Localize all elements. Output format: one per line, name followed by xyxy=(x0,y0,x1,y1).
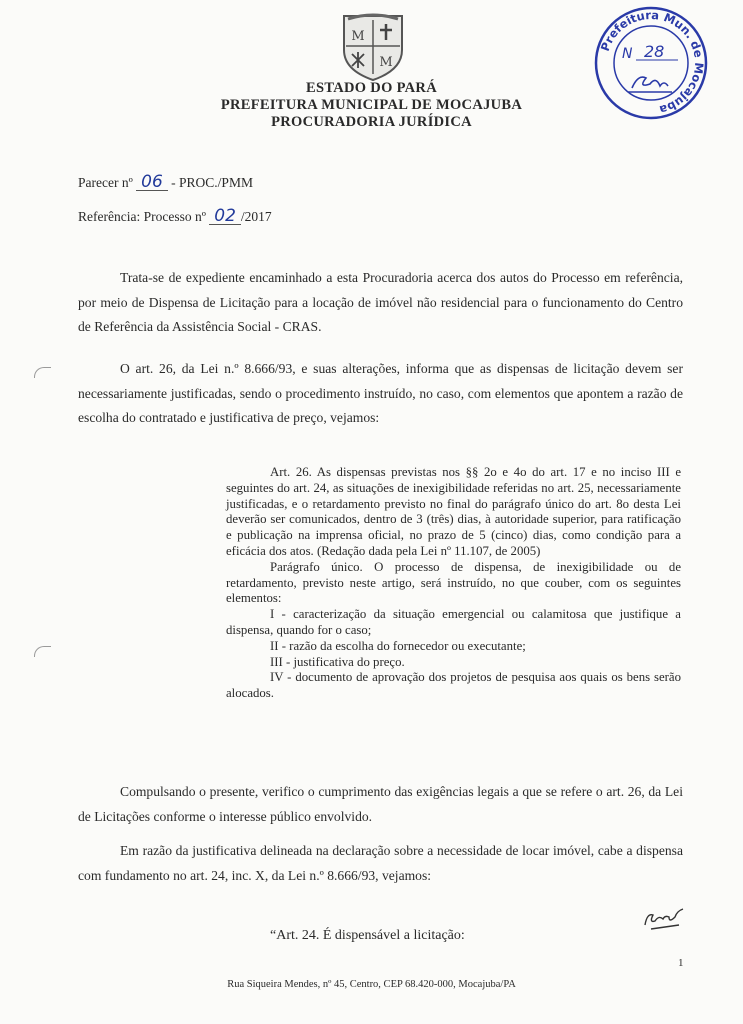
parecer-suffix: - PROC./PMM xyxy=(171,175,253,190)
referencia-label: Referência: xyxy=(78,209,141,224)
paragraph-compulsando: Compulsando o presente, verifico o cumprimento das exigências legais a que se refere o art. 26, da Lei de Licitações conforme o interesse público envolvido. xyxy=(78,784,683,824)
parecer-line xyxy=(78,172,253,192)
punch-hole-mark xyxy=(34,646,51,657)
quote-paragrafo: Parágrafo único. O processo de dispensa, de inexigibilidade ou de retardamento, previsto neste artigo, será instruído, no que couber, com os seguintes elementos: xyxy=(226,559,681,606)
paragraph-justificativa: Em razão da justificativa delineada na declaração sobre a necessidade de locar imóvel, cabe a dispensa com fundamento no art. 24, inc. X, da Lei n.º 8.666/93, vejamos: xyxy=(78,843,683,883)
art24-heading: “Art. 24. É dispensável a licitação: xyxy=(270,928,465,943)
page-number: 1 xyxy=(678,957,684,969)
municipal-crest-icon xyxy=(338,10,408,82)
paragraph-art26: O art. 26, da Lei n.º 8.666/93, e suas alterações, informa que as dispensas de licitação devem ser necessariamente justificadas, sendo o procedimento instruído, no caso, com elementos que apontem a razão de escolha do contratado e justificativa de preço, vejamos: xyxy=(78,361,683,425)
quote-art26: Art. 26. As dispensas previstas nos §§ 2o e 4o do art. 17 e no inciso III e seguintes do art. 24, as situações de inexigibilidade referidas no art. 25, necessariamente justificadas, e o retardamento previsto no final do parágrafo único do art. 8o desta Lei deverão ser comunicados, dentro de 3 (três) dias, à autoridade superior, para ratificação e publicação na imprensa oficial, no prazo de 5 (cinco) dias, como condição para a eficácia dos atos. (Redação dada pela Lei nº 11.107, de 2005) xyxy=(226,465,681,558)
svg-text:M: M xyxy=(351,29,365,44)
legal-quote xyxy=(226,465,681,702)
paragraph-intro: Trata-se de expediente encaminhado a esta Procuradoria acerca dos autos do Processo em referência, por meio de Dispensa de Licitação para a locação de imóvel não residencial para o funcionamento do Centro de Referência da Assistência Social - CRAS. xyxy=(78,270,683,334)
stamp-number: 28 xyxy=(644,42,665,61)
referencia-number: 02 xyxy=(214,206,236,226)
protocol-stamp xyxy=(592,4,710,122)
quote-item-1: I - caracterização da situação emergencial ou calamitosa que justifique a dispensa, quando for o caso; xyxy=(226,607,681,637)
parecer-prefix: Parecer nº xyxy=(78,175,133,190)
punch-hole-mark xyxy=(34,367,51,378)
quote-item-3: III - justificativa do preço. xyxy=(270,654,405,669)
handwritten-initials xyxy=(641,907,687,933)
letterhead-department: PROCURADORIA JURÍDICA xyxy=(271,114,472,130)
quote-item-2: II - razão da escolha do fornecedor ou executante; xyxy=(270,638,526,653)
parecer-number: 06 xyxy=(141,172,163,192)
stamp-signature xyxy=(628,77,672,92)
letterhead xyxy=(150,80,593,131)
letterhead-state: ESTADO DO PARÁ xyxy=(306,80,437,96)
quote-item-4: IV - documento de aprovação dos projetos de pesquisa aos quais os bens serão alocados. xyxy=(226,670,681,701)
stamp-ring-text: Prefeitura Mun. de Mocajuba xyxy=(597,7,707,118)
svg-text:M: M xyxy=(379,55,393,70)
footer-address: Rua Siqueira Mendes, nº 45, Centro, CEP 68.420-000, Mocajuba/PA xyxy=(227,979,516,990)
letterhead-municipality: PREFEITURA MUNICIPAL DE MOCAJUBA xyxy=(220,97,523,113)
referencia-suffix: /2017 xyxy=(240,209,272,224)
stamp-number-prefix: N xyxy=(622,46,633,62)
referencia-line xyxy=(78,206,272,226)
referencia-prefix: Processo nº xyxy=(143,209,206,224)
